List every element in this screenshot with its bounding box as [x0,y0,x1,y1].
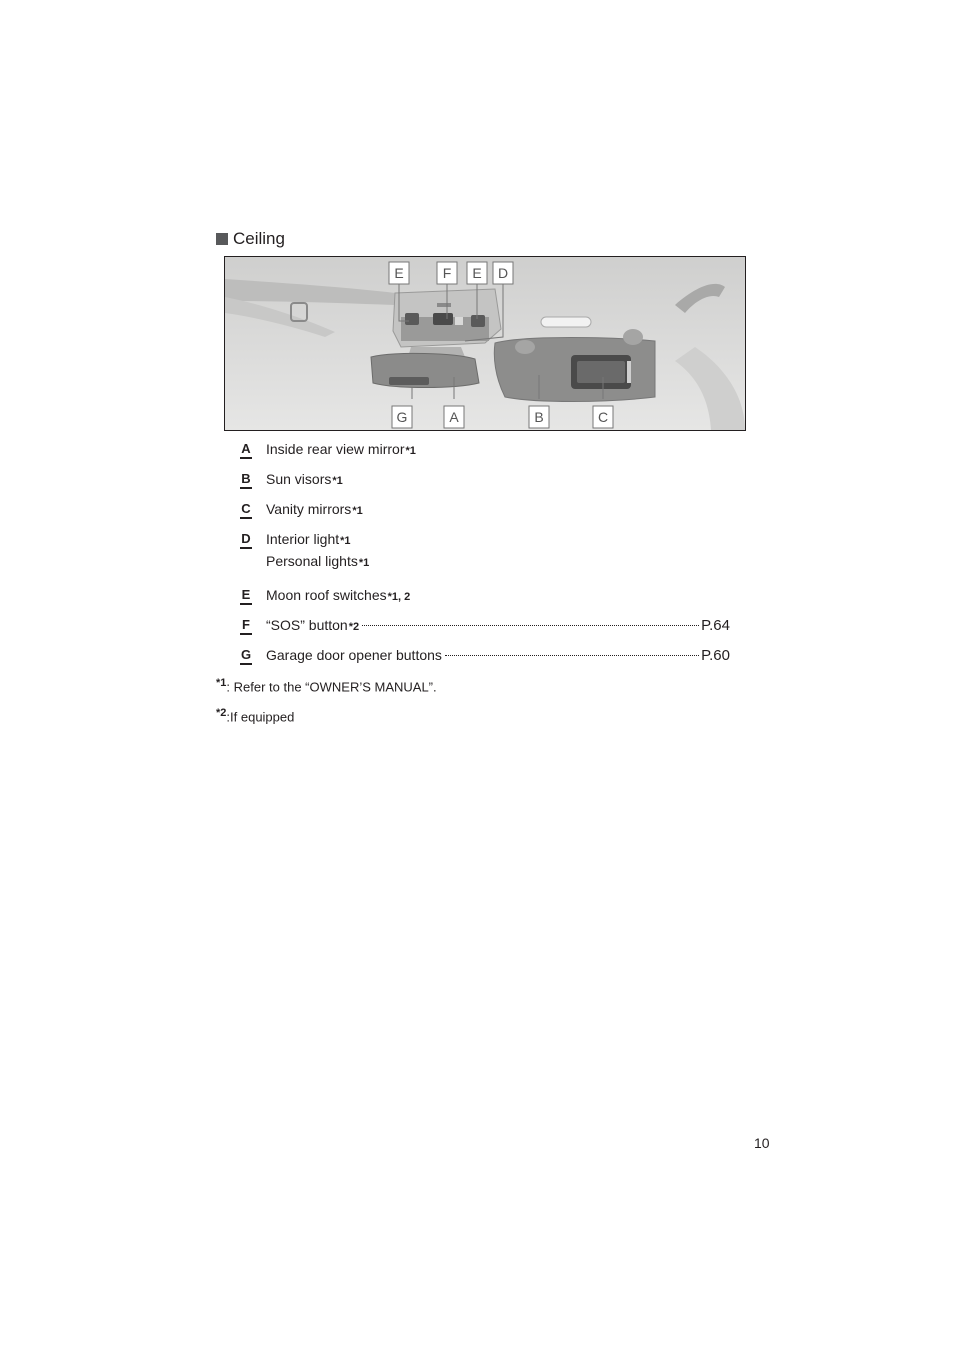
item-label: Vanity mirrors [266,501,352,517]
item-label-secondary: Personal lights [266,553,358,569]
callout-label: F [442,265,452,281]
callout-label: G [396,409,408,425]
callout-label: C [597,409,609,425]
item-label: Moon roof switches [266,587,387,603]
item-label: Garage door opener buttons [266,647,442,663]
footnote-text: : Refer to the “OWNER’S MANUAL”. [226,679,437,695]
legend-item: D Interior light *1 Personal lights *1 [240,528,730,584]
section-heading [216,229,285,249]
item-letter: B [240,470,252,489]
dot-leader [362,625,699,626]
item-label: Sun visors [266,471,332,487]
callout-label: E [472,265,482,281]
legend-item: A Inside rear view mirror *1 [240,438,730,468]
page-reference-link[interactable]: P.64 [701,617,730,634]
dot-leader [445,655,699,656]
legend-list [240,438,730,674]
page-reference-link[interactable]: P.60 [701,647,730,664]
item-letter: E [240,586,252,605]
callout-label: A [449,409,459,425]
callout-label: B [534,409,544,425]
callout-label: D [497,265,509,281]
item-label: Inside rear view mirror [266,441,405,457]
ceiling-illustration [224,256,746,431]
item-letter: F [240,616,252,635]
item-letter: A [240,440,252,459]
footnote [216,700,437,730]
legend-item: C Vanity mirrors *1 [240,498,730,528]
item-letter: G [240,646,252,665]
footnote [216,670,437,700]
page-number: 10 [754,1135,770,1151]
legend-item: E Moon roof switches *1, 2 [240,584,730,614]
callout-top-row [389,262,513,284]
item-label: Interior light [266,531,340,547]
square-bullet-icon [216,233,228,245]
section-title: Ceiling [233,229,285,248]
legend-item: B Sun visors *1 [240,468,730,498]
callout-label: E [394,265,404,281]
footnotes [216,670,437,731]
item-letter: D [240,530,252,549]
footnote-mark: *1 [216,677,227,689]
footnote-mark: *2 [216,707,227,720]
legend-item: F “SOS” button *2 P.64 [240,614,730,644]
item-letter: C [240,500,252,519]
item-label: “SOS” button [266,617,348,633]
footnote-text: :If equipped [226,709,295,725]
